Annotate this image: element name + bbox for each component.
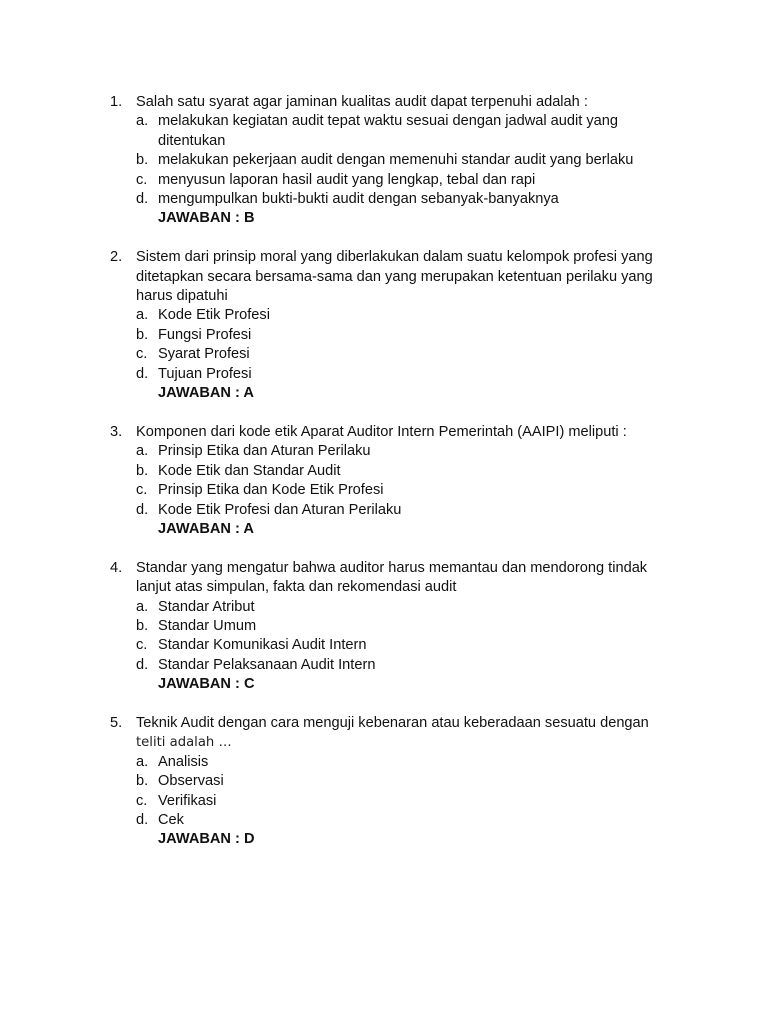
option-letter: d. bbox=[136, 656, 149, 673]
question-number: 2. bbox=[110, 249, 123, 266]
option-letter: a. bbox=[136, 598, 149, 615]
answer-label: JAWABAN : D bbox=[158, 831, 255, 848]
option-list bbox=[136, 306, 670, 384]
option-b bbox=[136, 326, 670, 345]
option-d bbox=[136, 656, 670, 675]
option-letter: a. bbox=[136, 113, 149, 130]
option-list bbox=[136, 753, 670, 831]
option-c bbox=[136, 345, 670, 364]
option-c bbox=[136, 636, 670, 655]
option-text: Tujuan Profesi bbox=[158, 365, 252, 382]
option-letter: a. bbox=[136, 753, 149, 770]
option-b bbox=[136, 772, 670, 791]
option-text: Standar Atribut bbox=[158, 598, 255, 615]
option-b bbox=[136, 617, 670, 636]
option-text: Standar Umum bbox=[158, 617, 257, 634]
option-letter: b. bbox=[136, 617, 149, 634]
answer-label: JAWABAN : C bbox=[158, 676, 255, 693]
question-number: 5. bbox=[110, 714, 123, 731]
question-5 bbox=[110, 714, 670, 850]
question-number: 4. bbox=[110, 559, 123, 576]
option-text: Prinsip Etika dan Kode Etik Profesi bbox=[158, 482, 384, 499]
question-1 bbox=[110, 93, 670, 229]
option-text: Syarat Profesi bbox=[158, 346, 250, 363]
question-3 bbox=[110, 423, 670, 539]
question-text: Teknik Audit dengan cara menguji kebenaran atau keberadaan sesuatu dengan teliti adalah … bbox=[136, 714, 649, 751]
question-list bbox=[110, 93, 670, 869]
question-text: Komponen dari kode etik Aparat Auditor Intern Pemerintah (AAIPI) meliputi : bbox=[136, 423, 627, 440]
option-text: Cek bbox=[158, 811, 184, 828]
option-text: Fungsi Profesi bbox=[158, 326, 252, 343]
question-number: 3. bbox=[110, 423, 123, 440]
option-letter: b. bbox=[136, 326, 149, 343]
option-letter: c. bbox=[136, 346, 148, 363]
option-letter: c. bbox=[136, 171, 148, 188]
option-text: Standar Komunikasi Audit Intern bbox=[158, 637, 367, 654]
option-text: Prinsip Etika dan Aturan Perilaku bbox=[158, 443, 371, 460]
option-a bbox=[136, 598, 670, 617]
option-letter: d. bbox=[136, 501, 149, 518]
option-letter: b. bbox=[136, 773, 149, 790]
answer-label: JAWABAN : B bbox=[158, 210, 255, 227]
option-text: Kode Etik Profesi dan Aturan Perilaku bbox=[158, 501, 402, 518]
question-text: Sistem dari prinsip moral yang diberlakukan dalam suatu kelompok profesi yang ditetapkan secara bersama-sama dan yang merupakan ketentuan perilaku yang harus dipatuhi bbox=[136, 249, 653, 305]
option-text: Analisis bbox=[158, 753, 209, 770]
option-b bbox=[136, 462, 670, 481]
option-d bbox=[136, 811, 670, 830]
option-list bbox=[136, 598, 670, 676]
option-d bbox=[136, 501, 670, 520]
option-letter: b. bbox=[136, 462, 149, 479]
option-letter: b. bbox=[136, 152, 149, 169]
option-text: mengumpulkan bukti-bukti audit dengan sebanyak-banyaknya bbox=[158, 191, 559, 208]
question-number: 1. bbox=[110, 94, 123, 110]
option-d bbox=[136, 365, 670, 384]
option-list bbox=[136, 112, 670, 209]
option-a bbox=[136, 112, 670, 151]
option-d bbox=[136, 190, 670, 209]
option-list bbox=[136, 442, 670, 520]
option-text: Kode Etik dan Standar Audit bbox=[158, 462, 341, 479]
question-text: Standar yang mengatur bahwa auditor harus memantau dan mendorong tindak lanjut atas simpulan, fakta dan rekomendasi audit bbox=[136, 559, 648, 596]
answer-label: JAWABAN : A bbox=[158, 520, 254, 537]
option-text: melakukan kegiatan audit tepat waktu sesuai dengan jadwal audit yang ditentukan bbox=[158, 113, 619, 149]
option-c bbox=[136, 481, 670, 500]
option-c bbox=[136, 171, 670, 190]
option-c bbox=[136, 792, 670, 811]
option-letter: d. bbox=[136, 811, 149, 828]
option-text: menyusun laporan hasil audit yang lengkap, tebal dan rapi bbox=[158, 171, 536, 188]
question-text-tail: teliti adalah … bbox=[136, 735, 232, 751]
option-letter: d. bbox=[136, 191, 149, 208]
question-text: Salah satu syarat agar jaminan kualitas audit dapat terpenuhi adalah : bbox=[136, 94, 588, 110]
option-text: Standar Pelaksanaan Audit Intern bbox=[158, 656, 376, 673]
option-a bbox=[136, 753, 670, 772]
option-letter: a. bbox=[136, 307, 149, 324]
option-letter: a. bbox=[136, 443, 149, 460]
option-text: Kode Etik Profesi bbox=[158, 307, 270, 324]
answer-label: JAWABAN : A bbox=[158, 385, 254, 402]
option-letter: c. bbox=[136, 482, 148, 499]
option-a bbox=[136, 306, 670, 325]
option-text: Verifikasi bbox=[158, 792, 217, 809]
option-text: melakukan pekerjaan audit dengan memenuhi standar audit yang berlaku bbox=[158, 152, 634, 169]
option-b bbox=[136, 151, 670, 170]
question-4 bbox=[110, 559, 670, 695]
option-a bbox=[136, 442, 670, 461]
option-letter: c. bbox=[136, 637, 148, 654]
option-letter: c. bbox=[136, 792, 148, 809]
option-text: Observasi bbox=[158, 773, 224, 790]
option-letter: d. bbox=[136, 365, 149, 382]
question-2 bbox=[110, 248, 670, 403]
